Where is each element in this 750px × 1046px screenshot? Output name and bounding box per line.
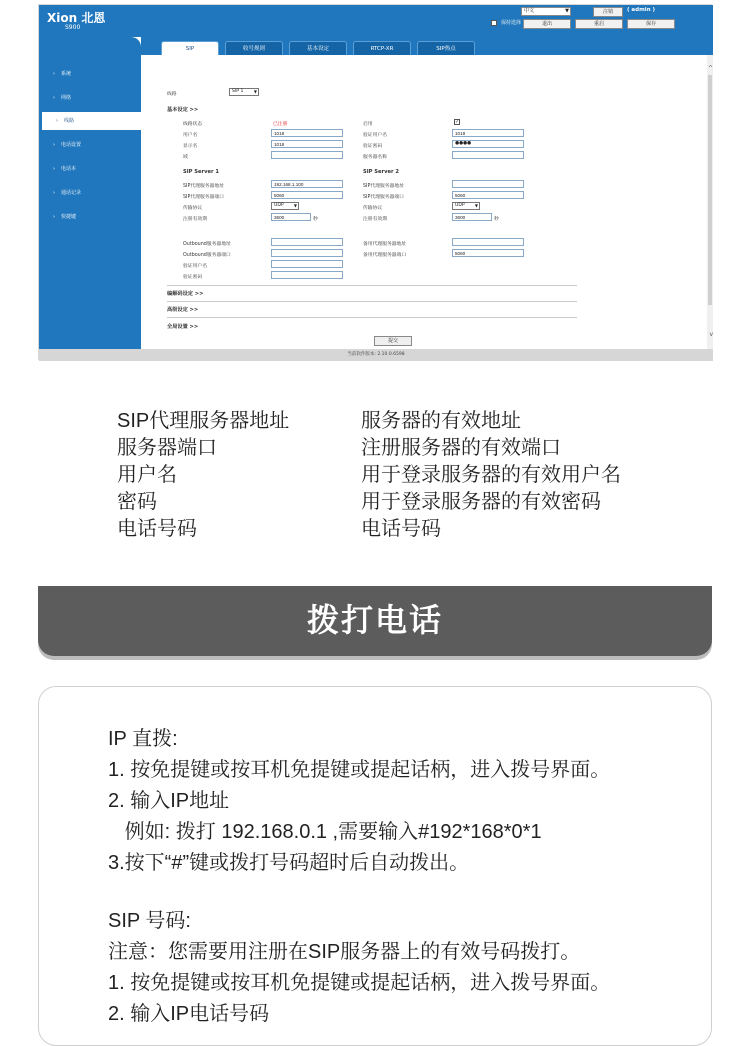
chevron-up-icon[interactable]: ^: [707, 65, 713, 72]
chevron-right-icon: ›: [53, 71, 55, 77]
server-name-input[interactable]: [452, 151, 524, 159]
sidebar-item-system[interactable]: [39, 65, 141, 83]
chevron-right-icon: ›: [53, 190, 55, 196]
sidebar-item-label: 网络: [61, 95, 72, 101]
section-banner: [38, 586, 712, 656]
seconds-unit: 秒: [494, 217, 499, 222]
proxy-port-1-label: SIP代理服务器端口: [183, 195, 224, 200]
tab-sip[interactable]: SIP: [161, 41, 219, 55]
tab-bar: [141, 37, 713, 55]
field-meaning: 注册服务器的有效端口: [361, 437, 561, 459]
line-status-value: 已注册: [273, 122, 288, 127]
backup-proxy-addr-label: 备用代理服务器地址: [363, 242, 407, 247]
brand-logo: Xion 北恩: [47, 11, 106, 25]
model-label: S900: [65, 24, 81, 31]
username-input[interactable]: [271, 129, 343, 137]
sidebar-item-network[interactable]: [39, 89, 141, 107]
proxy-port-1-input[interactable]: [271, 191, 343, 199]
field-meaning: 电话号码: [361, 518, 441, 540]
divider: [167, 285, 577, 286]
language-select[interactable]: [521, 7, 571, 16]
user-label: ( admin ): [627, 7, 656, 13]
instruction-line: 2. 输入IP电话号码: [108, 1003, 270, 1025]
list-item: [117, 485, 677, 512]
sidebar-item-phone-settings[interactable]: [39, 136, 141, 154]
divider: [167, 317, 577, 318]
basic-settings-toggle[interactable]: 基本设定 >>: [167, 107, 199, 113]
scrollbar-thumb[interactable]: [708, 75, 712, 305]
reg-expiry-2-input[interactable]: [452, 213, 492, 221]
sidebar: [39, 37, 141, 349]
line-select[interactable]: [229, 88, 259, 96]
reg-expiry-2-label: 注册有效期: [363, 217, 387, 222]
list-item: [117, 512, 677, 539]
display-name-input[interactable]: [271, 140, 343, 148]
submit-button[interactable]: 提交: [374, 336, 412, 346]
auth-user-label: 验证用户名: [363, 133, 387, 138]
banner-title: 拨打电话: [306, 601, 443, 639]
chevron-right-icon: ›: [53, 142, 55, 148]
display-name-label: 显示名: [183, 144, 198, 149]
domain-input[interactable]: [271, 151, 343, 159]
list-item: [117, 458, 677, 485]
line-select-value: SIP 1: [232, 89, 244, 94]
outbound-port-label: Outbound服务器端口: [183, 253, 231, 258]
field-description-list: [117, 404, 677, 539]
tab-basic-settings[interactable]: 基本设定: [289, 41, 347, 55]
advanced-settings-toggle[interactable]: 高级设定 >>: [167, 307, 199, 313]
auth-user2-label: 验证用户名: [183, 264, 207, 269]
version-footer: 当前软件版本: 2.10.0.6598: [39, 349, 713, 361]
instruction-line: SIP 号码:: [108, 910, 191, 932]
web-ui-header: [39, 5, 713, 37]
scrollbar[interactable]: [707, 55, 713, 349]
field-meaning: 用于登录服务器的有效用户名: [361, 464, 621, 486]
backup-proxy-port-label: 备用代理服务器端口: [363, 253, 407, 258]
reboot-button[interactable]: 重启: [575, 19, 623, 29]
auth-pass2-label: 验证密码: [183, 275, 203, 280]
outbound-addr-input[interactable]: [271, 238, 343, 246]
sip-server-1-heading: SIP Server 1: [183, 169, 219, 175]
logout-button[interactable]: 注销: [593, 7, 623, 17]
sidebar-item-call-log[interactable]: [39, 184, 141, 202]
auth-password-input[interactable]: ●●●●: [452, 140, 524, 148]
transport-1-value: UDP: [274, 203, 284, 208]
username-label: 用户名: [183, 133, 198, 138]
transport-1-label: 传输协议: [183, 206, 203, 211]
transport-2-label: 传输协议: [363, 206, 383, 211]
instruction-line: 1. 按免提键或按耳机免提键或提起话柄，进入拨号界面。: [108, 759, 611, 781]
chevron-right-icon: ›: [56, 118, 58, 124]
tab-rtcp-xr[interactable]: RTCP-XR: [353, 41, 411, 55]
chevron-right-icon: ›: [53, 214, 55, 220]
field-term: 用户名: [117, 464, 177, 486]
keep-select-label: 保持选择: [501, 20, 522, 26]
field-meaning: 服务器的有效地址: [361, 410, 521, 432]
chevron-down-icon: ▼: [253, 89, 257, 94]
list-item: [117, 404, 677, 431]
instruction-line: IP 直拨:: [108, 728, 178, 750]
sip-settings-form: [141, 55, 713, 349]
tab-sip-hotspot[interactable]: SIP热点: [417, 41, 475, 55]
chevron-down-icon: ▼: [293, 203, 297, 208]
sidebar-item-label: 系统: [61, 71, 72, 77]
instruction-line: 2. 输入IP地址: [108, 790, 230, 812]
instruction-line: 1. 按免提键或按耳机免提键或提起话柄，进入拨号界面。: [108, 972, 611, 994]
exit-button[interactable]: 退出: [523, 19, 571, 29]
auth-user-input[interactable]: [452, 129, 524, 137]
auth-pass2-input[interactable]: [271, 271, 343, 279]
proxy-addr-2-label: SIP代理服务器地址: [363, 184, 404, 189]
chevron-down-icon: ▼: [474, 203, 478, 208]
line-status-label: 线路状态: [183, 122, 203, 127]
sip-server-2-heading: SIP Server 2: [363, 169, 399, 175]
divider: [167, 301, 577, 302]
instruction-line: 3.按下“#”键或拨打号码超时后自动拨出。: [108, 852, 470, 874]
proxy-addr-1-label: SIP代理服务器地址: [183, 184, 224, 189]
instruction-line: 注意：您需要用注册在SIP服务器上的有效号码拨打。: [108, 941, 581, 963]
field-meaning: 用于登录服务器的有效密码: [361, 491, 601, 513]
transport-1-select[interactable]: [271, 202, 299, 210]
backup-proxy-addr-input[interactable]: [452, 238, 524, 246]
sidebar-item-line[interactable]: [39, 112, 141, 130]
web-ui-screenshot: [38, 4, 712, 360]
outbound-port-input[interactable]: [271, 249, 343, 257]
chevron-down-icon: ▼: [565, 8, 569, 14]
transport-2-select[interactable]: [452, 202, 480, 210]
sidebar-item-phonebook[interactable]: [39, 160, 141, 178]
enable-label: 启用: [363, 122, 373, 127]
field-term: SIP代理服务器地址: [117, 410, 290, 432]
sidebar-item-label: 通话记录: [61, 190, 82, 196]
field-term: 服务器端口: [117, 437, 217, 459]
auth-password-label: 验证密码: [363, 144, 383, 149]
backup-proxy-port-input[interactable]: [452, 249, 524, 257]
auth-user2-input[interactable]: [271, 260, 343, 268]
save-button[interactable]: 保存: [627, 19, 675, 29]
sidebar-item-label: 电话设置: [61, 142, 82, 148]
reg-expiry-1-input[interactable]: [271, 213, 311, 221]
keep-select-checkbox[interactable]: [491, 20, 497, 26]
field-term: 密码: [117, 491, 157, 513]
chevron-right-icon: ›: [53, 166, 55, 172]
sidebar-item-shortcut[interactable]: [39, 208, 141, 226]
chevron-right-icon: ›: [53, 95, 55, 101]
sidebar-item-label: 电话本: [61, 166, 77, 172]
reg-expiry-1-label: 注册有效期: [183, 217, 207, 222]
outbound-addr-label: Outbound服务器地址: [183, 242, 231, 247]
field-term: 电话号码: [117, 518, 197, 540]
instruction-line: 例如: 拨打 192.168.0.1 ,需要输入#192*168*0*1: [108, 821, 542, 843]
transport-2-value: UDP: [455, 203, 465, 208]
enable-checkbox[interactable]: ✓: [455, 119, 460, 125]
proxy-addr-1-input[interactable]: [271, 180, 343, 188]
language-value: 中文: [524, 8, 535, 14]
sidebar-item-label: 快捷键: [61, 214, 77, 220]
domain-label: 域: [183, 155, 188, 160]
proxy-addr-2-input[interactable]: [452, 180, 524, 188]
global-settings-toggle[interactable]: 全局设置 >>: [167, 324, 199, 330]
seconds-unit: 秒: [313, 217, 318, 222]
list-item: [117, 431, 677, 458]
line-label: 线路: [167, 92, 177, 97]
proxy-port-2-label: SIP代理服务器端口: [363, 195, 404, 200]
server-name-label: 服务器名称: [363, 155, 387, 160]
chevron-down-icon[interactable]: v: [709, 331, 713, 338]
tab-dial-rules[interactable]: 收号规则: [225, 41, 283, 55]
sidebar-item-label: 线路: [64, 118, 75, 124]
codec-settings-toggle[interactable]: 编解码设定 >>: [167, 291, 204, 297]
proxy-port-2-input[interactable]: [452, 191, 524, 199]
